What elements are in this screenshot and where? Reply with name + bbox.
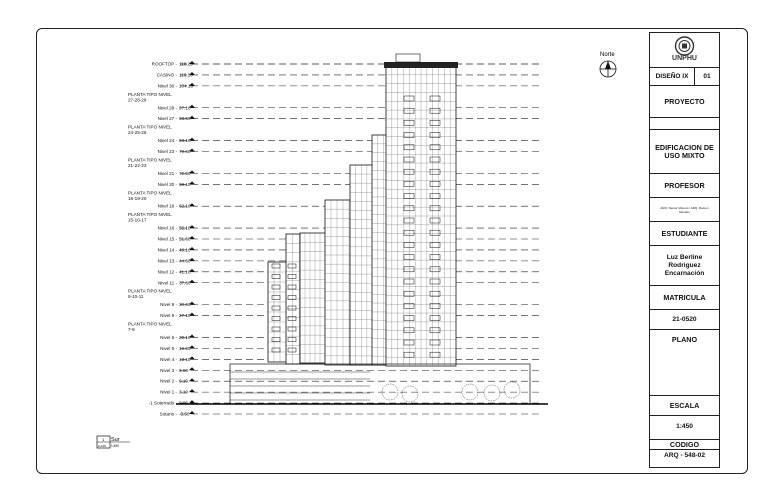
level-elevation: 3.10 (179, 389, 188, 395)
rooftop-pavilion (396, 54, 420, 62)
typical-plan-levels: 18-19-20 (128, 195, 147, 201)
professor-label: PROFESOR (650, 173, 719, 197)
level-elevation: 104.10 (179, 83, 194, 89)
project-name: EDIFICACION DE USO MIXTO (650, 129, 719, 173)
typical-plan-levels: 7-8 (128, 327, 135, 332)
level-label: Nivel 14 - (157, 247, 177, 253)
tower-elevation (176, 54, 548, 404)
tree-icon (484, 385, 500, 401)
level-elevation: 83.10 (179, 138, 191, 144)
level-label: Nivel 1 - (160, 389, 177, 395)
tree-icon (402, 386, 418, 402)
level-elevation: -3.50 (179, 411, 190, 417)
level-label: Nivel 5 - (160, 345, 177, 351)
course-name: DISEÑO IX (650, 68, 695, 85)
typical-plan-label: PLANTA TIPO NIVEL (128, 288, 172, 294)
level-elevation: 97.10 (179, 105, 191, 111)
level-elevation: 48.10 (179, 247, 191, 253)
level-label: Nivel 4 - (160, 356, 177, 362)
level-marker-icon (189, 400, 195, 403)
level-marker-icon (189, 367, 195, 370)
typical-plan-levels: 27-28-29 (128, 97, 147, 103)
south-label: Sur (111, 437, 120, 443)
level-label: Nivel 12 - (157, 269, 177, 275)
logo-text: UNPHU (672, 55, 697, 62)
level-elevation: 37.60 (179, 280, 191, 286)
project-label: PROYECTO (650, 85, 719, 117)
level-label: Nivel 9 - (160, 302, 177, 308)
student-name: Luz Berline Rodriguez Encarnación (650, 245, 719, 285)
typical-plan-label: PLANTA TIPO NIVEL (128, 157, 172, 163)
level-label: Nivel 23 - (157, 149, 177, 154)
level-elevation: 20.10 (179, 334, 191, 340)
code-value: ARQ - 548-02 (650, 449, 719, 461)
level-label: Nivel 13 - (157, 258, 177, 264)
typical-plan-levels: 15-16-17 (128, 217, 147, 223)
level-label: Nivel 24 - (157, 138, 177, 144)
rooftop-crown (384, 62, 458, 68)
code-label: CODIGO (650, 439, 719, 449)
typical-plan-label: PLANTA TIPO NIVEL (128, 91, 172, 97)
level-elevation: 16.60 (179, 345, 191, 351)
level-label: Nivel 21 - (157, 170, 177, 176)
course-row (650, 67, 719, 85)
level-label: Nivel 6 - (160, 334, 177, 340)
level-label: Nivel 20 - (157, 181, 177, 187)
section-scale: 1:450 (111, 444, 119, 448)
university-logo-icon (650, 33, 719, 65)
level-label: Sotano - (159, 411, 177, 417)
level-label: -1 Soterrado - (148, 400, 177, 406)
level-elevation: 9.60 (179, 367, 188, 373)
level-elevation: 13.10 (179, 356, 191, 362)
level-elevation: 55.10 (179, 225, 191, 231)
scale-label: ESCALA (650, 395, 719, 415)
student-label: ESTUDIANTE (650, 221, 719, 245)
north-arrow-icon (600, 61, 616, 77)
level-labels (128, 61, 195, 417)
typical-plan-label: PLANTA TIPO NIVEL (128, 212, 172, 218)
level-elevation: 6.10 (179, 378, 188, 384)
typical-plan-levels: 9-10-11 (128, 294, 144, 300)
level-elevation: 0.00 (179, 400, 188, 406)
level-label: Nivel 18 - (157, 203, 177, 209)
level-label: ROOFTOP - (151, 61, 177, 67)
level-label: Nivel 28 - (157, 105, 177, 111)
level-elevation: 27.10 (179, 313, 191, 319)
level-marker-icon (189, 411, 195, 414)
level-label: Nivel 16 - (157, 225, 177, 231)
typical-plan-label: PLANTA TIPO NIVEL (128, 190, 172, 196)
level-label: Nivel 30 - (157, 83, 177, 89)
level-elevation: 44.60 (179, 258, 191, 264)
level-elevation: 110.10 (179, 72, 193, 78)
north-label: Norte (600, 52, 615, 58)
level-label: Nivel 15 - (157, 236, 177, 242)
level-elevation: 51.60 (179, 236, 191, 242)
level-marker-icon (189, 389, 195, 392)
section-sheet: A-100 (98, 444, 107, 448)
course-number: 01 (703, 73, 711, 80)
level-label: Nivel 27 - (157, 116, 177, 122)
project-spacer (650, 117, 719, 129)
level-marker-icon (189, 378, 195, 381)
professor-names: ARQ. Nestor Moreno / ARQ. Ramon Morales (650, 197, 719, 221)
typical-plan-levels: 24-25-26 (128, 130, 147, 136)
level-elevation: 79.60 (179, 149, 191, 154)
level-elevation: 69.10 (179, 181, 191, 187)
plan-label: PLANO (650, 329, 719, 351)
section-number: 1 (102, 437, 105, 442)
level-label: Nivel 2 - (160, 378, 177, 384)
scale-value: 1:450 (650, 415, 719, 437)
level-label: Nivel 8 - (160, 313, 177, 319)
level-elevation: 41.10 (179, 269, 191, 275)
typical-plan-label: PLANTA TIPO NIVEL (128, 321, 172, 327)
typical-plan-label: PLANTA TIPO NIVEL (128, 124, 172, 130)
level-elevation: 30.60 (179, 302, 191, 308)
id-label: MATRICULA (650, 285, 719, 309)
level-elevation: 72.60 (179, 170, 191, 176)
id-value: 21-0520 (650, 309, 719, 329)
level-elevation: 93.60 (179, 116, 191, 122)
level-label: CASINO - (156, 72, 177, 78)
level-label: Nivel 11 - (157, 280, 177, 286)
level-elevation: 62.10 (179, 203, 191, 209)
title-block (649, 32, 720, 468)
level-elevation: 118.20 (179, 61, 193, 67)
level-label: Nivel 3 - (160, 367, 177, 373)
tree-icon (504, 382, 520, 398)
typical-plan-levels: 21-22-23 (128, 162, 147, 168)
